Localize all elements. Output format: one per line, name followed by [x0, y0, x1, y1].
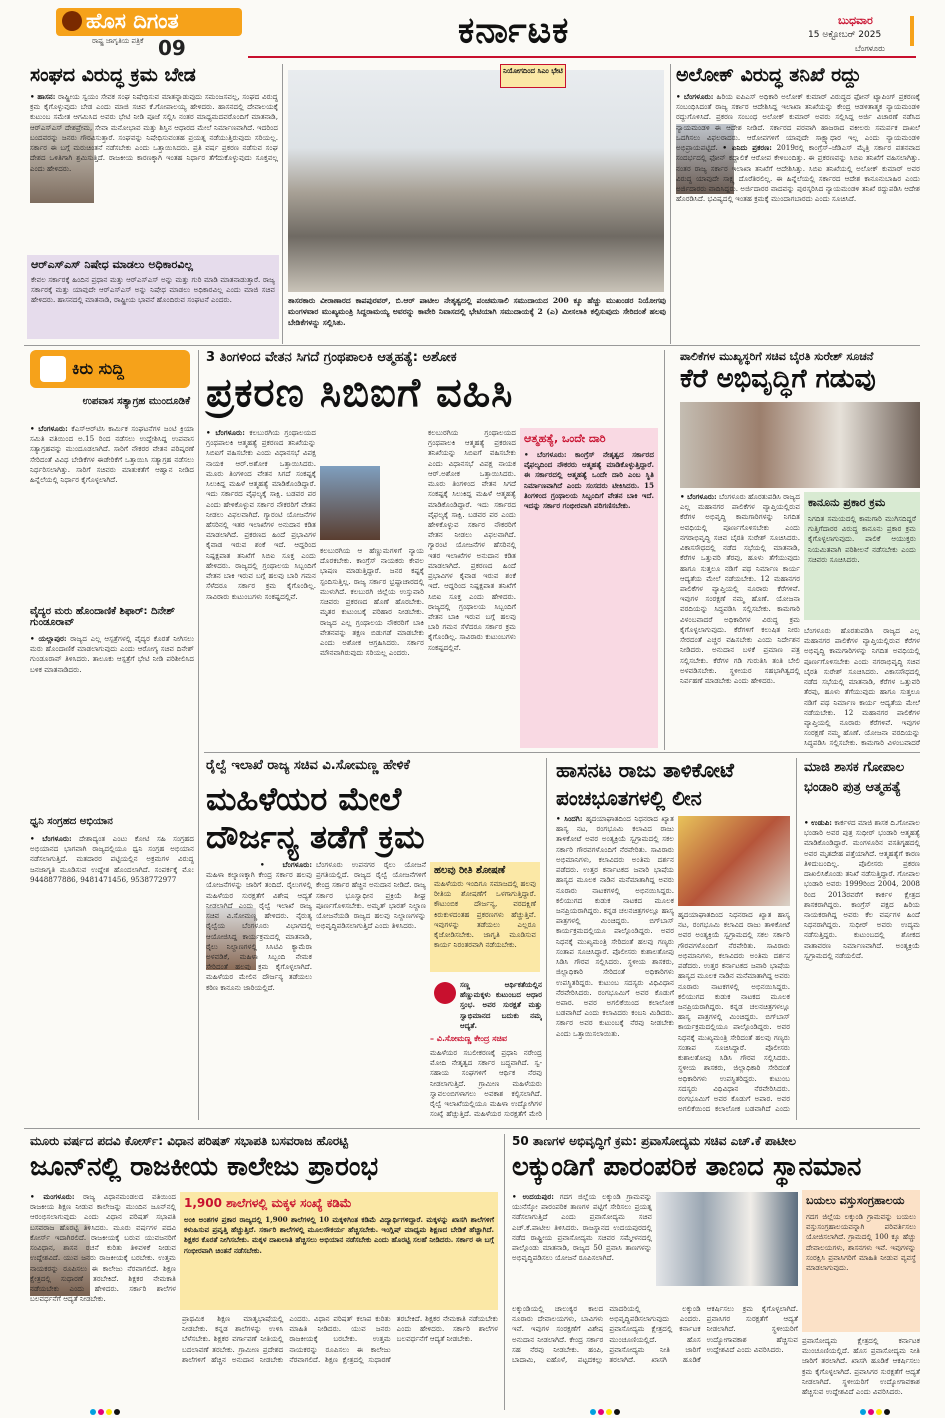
s10-kicker: 50 ತಾಣಗಳ ಅಭಿವೃದ್ಧಿಗೆ ಕ್ರಮ: ಪ್ರವಾಸೋದ್ಯಮ ಸಚಿವ ಎಚ್.ಕೆ ಪಾಟೀಲ: [512, 1134, 797, 1148]
s9-box-body: ಅಂಕಿ ಅಂಶಗಳ ಪ್ರಕಾರ ರಾಜ್ಯದಲ್ಲಿ 1,900 ಶಾಲೆಗಳಲ್ಲಿ 10 ಮಕ್ಕಳಿಗಿಂತ ಕಡಿಮೆ ವಿದ್ಯಾರ್ಥಿಗಳಿದ್ದಾರೆ. ಮಕ್ಕಳನ್ನು ಖಾಸಗಿ ಶಾಲೆಗಳಿಗೆ ಕಳುಹಿಸುವ ಪ್ರವೃತ್ತಿ ಹೆಚ್ಚುತ್ತಿದೆ. ಸರ್ಕಾರಿ ಶಾಲೆಗಳಲ್ಲಿ ಮೂಲಸೌಕರ್ಯ ಹೆಚ್ಚಿಸಬೇಕು. ಇಂಗ್ಲಿಷ್ ಮಾಧ್ಯಮ ಶಿಕ್ಷಣದ ಬೇಡಿಕೆ ಹೆಚ್ಚಾಗಿದೆ. ಶಿಕ್ಷಕರ ಕೊರತೆ ನೀಗಿಸಬೇಕು. ಮಕ್ಕಳ ದಾಖಲಾತಿ ಹೆಚ್ಚಿಸಲು ಅಭಿಯಾನ ನಡೆಸಬೇಕು ಎಂದು ಹೊರಟ್ಟಿ ಸಲಹೆ ನೀಡಿದರು. ಸರ್ಕಾರ ಈ ಬಗ್ಗೆ ಗಂಭೀರವಾಗಿ ಚಿಂತನೆ ನಡೆಸಬೇಕು.: [184, 1215, 494, 1255]
s7-body1: • ಸಿಂದಗಿ: ಹೃದಯಾಘಾತದಿಂದ ನಿಧನರಾದ ಖ್ಯಾತ ಹಾಸ್ಯ ನಟ, ರಂಗಭೂಮಿ ಕಲಾವಿದ ರಾಜು ತಾಳಿಕೋಟೆ ಅವರ ಅಂತ್ಯಕ್ರಿಯೆ ಸ್ವಗ್ರಾಮದಲ್ಲಿ ಸಕಲ ಸರ್ಕಾರಿ ಗೌರವಗಳೊಂದಿಗೆ ನೆರವೇರಿತು. ಸಾವಿರಾರು ಅಭಿಮಾನಿಗಳು, ಕಲಾವಿದರು ಅಂತಿಮ ದರ್ಶನ ಪಡೆದರು. ಉತ್ತರ ಕರ್ನಾಟಕದ ಜವಾರಿ ಭಾಷೆಯ ಹಾಸ್ಯದ ಮೂಲಕ ನಾಡಿನ ಮನೆಮಾತಾಗಿದ್ದ ಅವರು ನೂರಾರು ನಾಟಕಗಳಲ್ಲಿ ಅಭಿನಯಿಸಿದ್ದರು. ಕಲಿಯುಗದ ಕುಡುಕ ನಾಟಕದ ಮೂಲಕ ಜನಪ್ರಿಯರಾಗಿದ್ದರು. ಕನ್ನಡ ಚಲನಚಿತ್ರಗಳಲ್ಲೂ ಹಾಸ್ಯ ಪಾತ್ರಗಳಲ್ಲಿ ಮಿಂಚಿದ್ದರು. ಬಿಗ್‌ಬಾಸ್ ಕಾರ್ಯಕ್ರಮದಲ್ಲಿಯೂ ಪಾಲ್ಗೊಂಡಿದ್ದರು. ಅವರ ನಿಧನಕ್ಕೆ ಮುಖ್ಯಮಂತ್ರಿ ಸೇರಿದಂತೆ ಹಲವು ಗಣ್ಯರು ಸಂತಾಪ ಸೂಚಿಸಿದ್ದಾರೆ. ಪೊಲೀಸರು ಕುಶಾಲತೋಪು ಸಿಡಿಸಿ ಗೌರವ ಸಲ್ಲಿಸಿದರು. ಸ್ಥಳೀಯ ಶಾಸಕರು, ಜಿಲ್ಲಾಧಿಕಾರಿ ಸೇರಿದಂತೆ ಅಧಿಕಾರಿಗಳು ಉಪಸ್ಥಿತರಿದ್ದರು. ಕುಟುಂಬ ಸದಸ್ಯರು ವಿಧಿವಿಧಾನ ನೆರವೇರಿಸಿದರು. ರಂಗಭೂಮಿಗೆ ಅವರ ಕೊಡುಗೆ ಅಪಾರ. ಅವರ ಅಗಲಿಕೆಯಿಂದ ಕಲಾಲೋಕ ಬಡವಾಗಿದೆ ಎಂದು ಕಲಾವಿದರು ಕಂಬನಿ ಮಿಡಿದರು. ಸರ್ಕಾರ ಅವರ ಕುಟುಂಬಕ್ಕೆ ನೆರವು ನೀಡಬೇಕು ಎಂದು ಒತ್ತಾಯಿಸಲಾಯಿತು.: [556, 814, 674, 1038]
s6-box-title: ಹಲವು ರೀತಿ ಶೋಷಣೆ: [434, 865, 506, 876]
section-rule: [248, 56, 916, 58]
s10-box: [802, 1190, 920, 1332]
s10-conference-photo: [656, 1192, 798, 1286]
s6-body1: • ಬೆಂಗಳೂರು: ಮಹಿಳಾ ಕಲ್ಯಾಣಕ್ಕಾಗಿ ಕೇಂದ್ರ ಸರ್ಕಾರ ಹಲವು ಯೋಜನೆಗಳನ್ನು ಜಾರಿಗೆ ತಂದಿದೆ. ರೈಲುಗಳಲ್ಲಿ ಮಹಿಳೆಯರ ಸುರಕ್ಷತೆಗೆ ವಿಶೇಷ ಆದ್ಯತೆ ನೀಡಲಾಗಿದೆ ಎಂದು ರೈಲ್ವೆ ಇಲಾಖೆ ರಾಜ್ಯ ಸಚಿವ ವಿ.ಸೋಮಣ್ಣ ಹೇಳಿದರು. ನೈರುತ್ಯ ರೈಲ್ವೆಯ ಬೆಂಗಳೂರು ವಿಭಾಗದಲ್ಲಿ ಆಯೋಜಿಸಿದ್ದ ಕಾರ್ಯಕ್ರಮದಲ್ಲಿ ಮಾತನಾಡಿ, ರೈಲು ನಿಲ್ದಾಣಗಳಲ್ಲಿ ಸಿಸಿಟಿವಿ ಕ್ಯಾಮೆರಾ ಅಳವಡಿಕೆ, ಮಹಿಳಾ ಸಿಬ್ಬಂದಿ ನೇಮಕ ಸೇರಿದಂತೆ ಹಲವು ಕ್ರಮ ಕೈಗೊಳ್ಳಲಾಗಿದೆ. ಮಹಿಳೆಯರ ಮೇಲಿನ ದೌರ್ಜನ್ಯ ತಡೆಯಲು ಕಠಿಣ ಕಾನೂನು ಜಾರಿಯಲ್ಲಿದೆ.: [206, 860, 312, 992]
s4-kicker: 3 ತಿಂಗಳಿಂದ ವೇತನ ಸಿಗದೆ ಗ್ರಂಥಪಾಲಕಿ ಆತ್ಮಹತ್ಯೆ: ಅಶೋಕ: [206, 350, 457, 365]
s9-body3: ಪ್ರಾಥಮಿಕ ಶಿಕ್ಷಣ ಮಾತೃಭಾಷೆಯಲ್ಲಿ ನೀಡಬೇಕು. ಕನ್ನಡ ಶಾಲೆಗಳನ್ನು ಉಳಿಸಿ ಬೆಳೆಸಬೇಕು. ಶಿಕ್ಷಕರ ವರ್ಗಾವಣೆ ನೀತಿಯಲ್ಲಿ ಬದಲಾವಣೆ ತರಬೇಕು. ಗ್ರಾಮೀಣ ಪ್ರದೇಶದ ಶಾಲೆಗಳಿಗೆ ಹೆಚ್ಚಿನ ಅನುದಾನ ನೀಡಬೇಕು ಎಂದರು. ವಿಧಾನ ಪರಿಷತ್ ಕಲಾಪ ಕುರಿತು ಮಾಹಿತಿ ನೀಡಿದರು. ಯುವ ಜನರು ರಾಜಕೀಯಕ್ಕೆ ಬರಬೇಕು. ಉತ್ತಮ ನಾಯಕರನ್ನು ರೂಪಿಸಲು ಈ ಕಾಲೇಜು ನೆರವಾಗಲಿದೆ. ಶಿಕ್ಷಣ ಕ್ಷೇತ್ರದಲ್ಲಿ ಸುಧಾರಣೆ ತರಬೇಕಿದೆ. ಶಿಕ್ಷಕರ ನೇಮಕಾತಿ ನಡೆಯಬೇಕು ಎಂದು ಹೇಳಿದರು. ಸರ್ಕಾರಿ ಶಾಲೆಗಳ ಬಲವರ್ಧನೆಗೆ ಆದ್ಯತೆ ನೀಡಬೇಕು.: [182, 1314, 498, 1364]
s2-group-photo: [288, 70, 664, 292]
s1b-box: [27, 255, 279, 339]
s5-box: [804, 492, 920, 620]
s4-box-body: • ಬೆಂಗಳೂರು: ಕಾಂಗ್ರೆಸ್ ನೇತೃತ್ವದ ಸರ್ಕಾರದ ವೈಫಲ್ಯದಿಂದ ನೌಕರರು ಆತ್ಮಹತ್ಯೆ ಮಾಡಿಕೊಳ್ಳುತ್ತಿದ್ದಾರೆ. ಈ ಸರ್ಕಾರದಲ್ಲಿ ಆತ್ಮಹತ್ಯೆ ಒಂದೇ ದಾರಿ ಎಂಬ ಸ್ಥಿತಿ ನಿರ್ಮಾಣವಾಗಿದೆ ಎಂದು ಸಂಸದರು ಟೀಕಿಸಿದರು. 15 ತಿಂಗಳಿಂದ ಗ್ರಂಥಾಲಯ ಸಿಬ್ಬಂದಿಗೆ ವೇತನ ಬಾಕಿ ಇದೆ. ಇದನ್ನು ಸರ್ಕಾರ ಗಂಭೀರವಾಗಿ ಪರಿಗಣಿಸಬೇಕು.: [524, 450, 654, 511]
s10-body1: • ಉದಯಪುರ: ಗದಗ ಜಿಲ್ಲೆಯ ಲಕ್ಕುಂಡಿ ಗ್ರಾಮವನ್ನು ಯುನೆಸ್ಕೋ ಪಾರಂಪರಿಕ ತಾಣಗಳ ಪಟ್ಟಿಗೆ ಸೇರಿಸಲು ಪ್ರಯತ್ನ ನಡೆಸಲಾಗುತ್ತಿದೆ ಎಂದು ಪ್ರವಾಸೋದ್ಯಮ ಸಚಿವ ಎಚ್.ಕೆ.ಪಾಟೀಲ ತಿಳಿಸಿದರು. ರಾಜಸ್ಥಾನದ ಉದಯಪುರದಲ್ಲಿ ನಡೆದ ರಾಷ್ಟ್ರೀಯ ಪ್ರವಾಸೋದ್ಯಮ ಸಚಿವರ ಸಮ್ಮೇಳನದಲ್ಲಿ ಪಾಲ್ಗೊಂಡು ಮಾತನಾಡಿ, ರಾಜ್ಯದ 50 ಪ್ರವಾಸಿ ತಾಣಗಳನ್ನು ಅಭಿವೃದ್ಧಿಪಡಿಸಲು ಯೋಜನೆ ರೂಪಿಸಲಾಗಿದೆ.: [512, 1192, 652, 1263]
hand-icon: [40, 356, 66, 382]
issue-date: 15 ಅಕ್ಟೋಬರ್ 2025: [808, 30, 882, 40]
registration-marks-right: [860, 1409, 890, 1415]
s2-caption: ತಾಸರಕಾರು ವೀರಾಣಾರದ ಕಾಪಪುರವರ್, ಬಿ.ಆರ್ ಪಾಟೀಲ ನೇತೃತ್ವದಲ್ಲಿ ಪಂಚಮಸಾಲಿ ಸಮುದಾಯದ 200 ಕ್ಕೂ ಹೆಚ್ಚು ಮುಖಂಡರ ನಿಯೋಗವು ಮಂಗಳವಾರ ಮುಖ್ಯಮಂತ್ರಿ ಸಿದ್ದರಾಮಯ್ಯ ಅವರನ್ನು ಕಾವೇರಿ ನಿವಾಸದಲ್ಲಿ ಭೇಟಿಯಾಗಿ ಸಮುದಾಯಕ್ಕೆ 2 (ಎ) ಮೀಸಲಾತಿ ಕಲ್ಪಿಸುವುದು ಸೇರಿದಂತೆ ಹಲವು ಬೇಡಿಕೆಗಳನ್ನು ಸಲ್ಲಿಸಿತು.: [288, 296, 666, 327]
s4-body1b: ಕಲಬುರಗಿಯ ಆ ಹೆಣ್ಣುಮಗಳಿಗೆ ನ್ಯಾಯ ದೊರಕಬೇಕು. ಕಾಂಗ್ರೆಸ್ ನಾಯಕರು ಕೇವಲ ಭಾಷಣ ಮಾಡುತ್ತಿದ್ದಾರೆ. ಜನರ ಕಷ್ಟಕ್ಕೆ ಸ್ಪಂದಿಸುತ್ತಿಲ್ಲ. ರಾಜ್ಯ ಸರ್ಕಾರ ಭ್ರಷ್ಟಾಚಾರದಲ್ಲಿ ಮುಳುಗಿದೆ. ಕಲಬುರಗಿ ಜಿಲ್ಲೆಯ ಉಸ್ತುವಾರಿ ಸಚಿವರು ಪ್ರಕರಣದ ಹೊಣೆ ಹೊರಬೇಕು. ಮೃತರ ಕುಟುಂಬಕ್ಕೆ ಪರಿಹಾರ ನೀಡಬೇಕು. ರಾಜ್ಯದ ಎಲ್ಲ ಗ್ರಂಥಾಲಯ ನೌಕರರಿಗೆ ಬಾಕಿ ವೇತನವನ್ನು ತಕ್ಷಣ ಬಿಡುಗಡೆ ಮಾಡಬೇಕು ಎಂದು ಅಶೋಕ ಆಗ್ರಹಿಸಿದರು. ಸರ್ಕಾರ ಮೌನವಾಗಿರುವುದು ಸರಿಯಲ್ಲ ಎಂದರು.: [320, 546, 424, 658]
s10-box-title: ಬಯಲು ವಸ್ತುಸಂಗ್ರಹಾಲಯ: [806, 1194, 905, 1207]
corner-tab: [910, 16, 914, 46]
s5-headline: ಕೆರೆ ಅಭಿವೃದ್ಧಿಗೆ ಗಡುವು: [680, 364, 876, 394]
s1b-body: ಕೇವಲ ಸರ್ಕಾರಕ್ಕೆ ಹಿಂದಿನ ಪ್ರಧಾನ ಮತ್ತು ಆರ್‌ಎಸ್‌ಎಸ್ ಅನ್ನು ಮತ್ತು ಗುರಿ ಮಾಡಿ ಮಾತನಾಡುತ್ತಾರೆ. ರಾಜ್ಯ ಸರ್ಕಾರಕ್ಕೆ ಮತ್ತು ಯಾವುದೇ ಆರ್‌ಎಸ್‌ಎಸ್ ಅನ್ನು ನಿಷೇಧ ಮಾಡಲು ಅಧಿಕಾರವಿಲ್ಲ ಎಂದು ಮಾಜಿ ಸಚಿವ ಹೇಳಿದರು. ಹಾಸನದಲ್ಲಿ ಮಾತನಾಡಿ, ರಾಷ್ಟ್ರೀಯ ಭಾವನೆ ಹೊಂದಿರುವ ಸಂಘಟನೆ ಎಂದರು.: [31, 275, 275, 305]
s5-body2: ಬೆಂಗಳೂರು ಹೊರತುಪಡಿಸಿ ರಾಜ್ಯದ ಎಲ್ಲ ಮಹಾನಗರ ಪಾಲಿಕೆಗಳ ವ್ಯಾಪ್ತಿಯಲ್ಲಿರುವ ಕೆರೆಗಳ ಅಭಿವೃದ್ಧಿ ಕಾಮಗಾರಿಗಳನ್ನು ನಿಗದಿತ ಅವಧಿಯಲ್ಲಿ ಪೂರ್ಣಗೊಳಿಸಬೇಕು ಎಂದು ನಗರಾಭಿವೃದ್ಧಿ ಸಚಿವ ಬೈರತಿ ಸುರೇಶ್ ಸೂಚಿಸಿದರು. ವಿಕಾಸಸೌಧದಲ್ಲಿ ನಡೆದ ಸಭೆಯಲ್ಲಿ ಮಾತನಾಡಿ, ಕೆರೆಗಳ ಒತ್ತುವರಿ ತೆರವು, ಹೂಳು ತೆಗೆಯುವುದು ಹಾಗೂ ಸುತ್ತಲೂ ನಡಿಗೆ ಪಥ ನಿರ್ಮಾಣ ಕಾರ್ಯ ಆದ್ಯತೆಯ ಮೇಲೆ ನಡೆಯಬೇಕು. 12 ಮಹಾನಗರ ಪಾಲಿಕೆಗಳ ವ್ಯಾಪ್ತಿಯಲ್ಲಿ ನೂರಾರು ಕೆರೆಗಳಿವೆ. ಇವುಗಳ ಸಂರಕ್ಷಣೆ ನಮ್ಮ ಹೊಣೆ. ಯೋಜನಾ ವರದಿಯನ್ನು ಸಿದ್ಧಪಡಿಸಿ ಸಲ್ಲಿಸಬೇಕು. ಕಾಮಗಾರಿ ವಿಳಂಬವಾದರೆ: [804, 626, 920, 748]
kiru-n2-title: ವೈದ್ಯರ ಮರು ಹೊಂದಾಣಿಕೆ ಶಿಫಾರ್: ದಿನೇಶ್ ಗುಂಡೂರಾವ್: [30, 606, 175, 628]
s3-body: • ಬೆಂಗಳೂರು: ಹಿರಿಯ ಐಪಿಎಸ್ ಅಧಿಕಾರಿ ಅಲೋಕ್ ಕುಮಾರ್ ವಿರುದ್ಧದ ಫೋನ್ ಟ್ಯಾಪಿಂಗ್ ಪ್ರಕರಣಕ್ಕೆ ಸಂಬಂಧಿಸಿದಂತೆ ರಾಜ್ಯ ಸರ್ಕಾರ ಆದೇಶಿಸಿದ್ದ ಇಲಾಖಾ ತನಿಖೆಯನ್ನು ಕೇಂದ್ರ ಆಡಳಿತಾತ್ಮಕ ನ್ಯಾಯಮಂಡಳಿ ರದ್ದುಗೊಳಿಸಿದೆ. ಪ್ರಕರಣ ಸಂಬಂಧ ಅಲೋಕ್ ಕುಮಾರ್ ಅವರು ಸಲ್ಲಿಸಿದ್ದ ಅರ್ಜಿ ವಿಚಾರಣೆ ನಡೆಸಿದ ನ್ಯಾಯಮಂಡಳಿ ಈ ಆದೇಶ ನೀಡಿದೆ. ಸರ್ಕಾರದ ಪರವಾಗಿ ಹಾಜರಾದ ವಕೀಲರು ಸಮರ್ಪಕ ದಾಖಲೆ ಒದಗಿಸಲು ವಿಫಲರಾದರು. ಆರೋಪಗಳಿಗೆ ಯಾವುದೇ ಸಾಕ್ಷ್ಯಾಧಾರ ಇಲ್ಲ ಎಂದು ನ್ಯಾಯಮಂಡಳಿ ಅಭಿಪ್ರಾಯಪಟ್ಟಿದೆ. • ಏನಿದು ಪ್ರಕರಣ: 2019ರಲ್ಲಿ ಕಾಂಗ್ರೆಸ್–ಜೆಡಿಎಸ್ ಮೈತ್ರಿ ಸರ್ಕಾರ ಪತನವಾದ ಸಂದರ್ಭದಲ್ಲಿ ಫೋನ್ ಕದ್ದಾಲಿಕೆ ಆರೋಪ ಕೇಳಿಬಂದಿತ್ತು. ಈ ಪ್ರಕರಣವನ್ನು ಸಿಬಿಐ ತನಿಖೆಗೆ ವಹಿಸಲಾಗಿತ್ತು. ನಂತರ ರಾಜ್ಯ ಸರ್ಕಾರ ಇಲಾಖಾ ತನಿಖೆಗೆ ಆದೇಶಿಸಿತ್ತು. ಸಿಬಿಐ ತನಿಖೆಯಲ್ಲಿ ಅಲೋಕ್ ಕುಮಾರ್ ಅವರ ವಿರುದ್ಧ ಯಾವುದೇ ಸಾಕ್ಷ್ಯ ದೊರೆತಿರಲಿಲ್ಲ. ಈ ಹಿನ್ನೆಲೆಯಲ್ಲಿ ಸರ್ಕಾರದ ಆದೇಶ ಕಾನೂನುಬಾಹಿರ ಎಂದು ಅರ್ಜಿದಾರರು ವಾದಿಸಿದ್ದರು. ಅರ್ಜಿದಾರರ ವಾದವನ್ನು ಪುರಸ್ಕರಿಸಿದ ನ್ಯಾಯಮಂಡಳಿ ತನಿಖೆ ರದ್ದುಪಡಿಸಿ ಆದೇಶ ಹೊರಡಿಸಿದೆ. ಭವಿಷ್ಯದಲ್ಲಿ ಇಂತಹ ಕ್ರಮಕ್ಕೆ ಮುಂದಾಗಬಾರದು ಎಂದು ಸೂಚಿಸಿದೆ.: [676, 92, 920, 204]
logo-tagline: ರಾಷ್ಟ್ರ ಜಾಗೃತಿಯ ಪತ್ರಿಕೆ: [92, 37, 144, 45]
kiru-n1-body: • ಬೆಂಗಳೂರು: ಕೆಎಸ್‌ಆರ್‌ಟಿಸಿ ಕಾರ್ಮಿಕ ಸಂಘಟನೆಗಳ ಜಂಟಿ ಕ್ರಿಯಾ ಸಮಿತಿ ವತಿಯಿಂದ ಅ.15 ರಿಂದ ನಡೆಸಲು ಉದ್ದೇಶಿಸಿದ್ದ ಉಪವಾಸ ಸತ್ಯಾಗ್ರಹವನ್ನು ಮುಂದೂಡಲಾಗಿದೆ. ಸಾರಿಗೆ ನೌಕರರ ವೇತನ ಪರಿಷ್ಕರಣೆ ಸೇರಿದಂತೆ ವಿವಿಧ ಬೇಡಿಕೆಗಳ ಈಡೇರಿಕೆಗೆ ಒತ್ತಾಯಿಸಿ ಸತ್ಯಾಗ್ರಹ ನಡೆಸಲು ನಿರ್ಧರಿಸಲಾಗಿತ್ತು. ಸಾರಿಗೆ ಸಚಿವರು ಮಾತುಕತೆಗೆ ಆಹ್ವಾನ ನೀಡಿದ ಹಿನ್ನೆಲೆಯಲ್ಲಿ ನಿರ್ಧಾರ ಕೈಗೊಳ್ಳಲಾಗಿದೆ.: [30, 424, 194, 485]
s5-kicker: ಪಾಲಿಕೆಗಳ ಮುಖ್ಯಸ್ಥರಿಗೆ ಸಚಿವ ಬೈರತಿ ಸುರೇಶ್ ಸೂಚನೆ: [680, 350, 874, 363]
s6-box-body: ಮಹಿಳೆಯರು ಇಂದಿಗೂ ಸಮಾಜದಲ್ಲಿ ಹಲವು ರೀತಿಯ ಶೋಷಣೆಗೆ ಒಳಗಾಗುತ್ತಿದ್ದಾರೆ. ಕೌಟುಂಬಿಕ ದೌರ್ಜನ್ಯ, ವರದಕ್ಷಿಣೆ ಕಿರುಕುಳದಂತಹ ಪ್ರಕರಣಗಳು ಹೆಚ್ಚುತ್ತಿವೆ. ಇವುಗಳನ್ನು ತಡೆಯಲು ಎಲ್ಲರೂ ಕೈಜೋಡಿಸಬೇಕು. ಜಾಗೃತಿ ಮೂಡಿಸುವ ಕಾರ್ಯ ನಿರಂತರವಾಗಿ ನಡೆಯಬೇಕು.: [434, 879, 536, 950]
registration-marks-left: [90, 1409, 120, 1415]
s9-body1: • ಮಂಗಳೂರು: ರಾಜ್ಯ ವಿಧಾನಮಂಡಲದ ವತಿಯಿಂದ ರಾಜಕೀಯ ಶಿಕ್ಷಣ ನೀಡುವ ಕಾಲೇಜನ್ನು ಮುಂದಿನ ಜೂನ್‌ನಲ್ಲಿ ಆರಂಭಿಸಲಾಗುವುದು ಎಂದು ವಿಧಾನ ಪರಿಷತ್ ಸಭಾಪತಿ ಬಸವರಾಜ ಹೊರಟ್ಟಿ ತಿಳಿಸಿದರು. ಮೂರು ವರ್ಷಗಳ ಪದವಿ ಕೋರ್ಸ್ ಇದಾಗಿರಲಿದೆ. ರಾಜಕೀಯಕ್ಕೆ ಬರುವ ಯುವಜನರಿಗೆ ಸಂವಿಧಾನ, ಶಾಸನ ರಚನೆ ಕುರಿತು ತಿಳಿವಳಿಕೆ ನೀಡುವ ಉದ್ದೇಶವಿದೆ. ಯುವ ಜನರು ರಾಜಕೀಯಕ್ಕೆ ಬರಬೇಕು. ಉತ್ತಮ ನಾಯಕರನ್ನು ರೂಪಿಸಲು ಈ ಕಾಲೇಜು ನೆರವಾಗಲಿದೆ. ಶಿಕ್ಷಣ ಕ್ಷೇತ್ರದಲ್ಲಿ ಸುಧಾರಣೆ ತರಬೇಕಿದೆ. ಶಿಕ್ಷಕರ ನೇಮಕಾತಿ ನಡೆಯಬೇಕು ಎಂದು ಹೇಳಿದರು. ಸರ್ಕಾರಿ ಶಾಲೆಗಳ ಬಲವರ್ಧನೆಗೆ ಆದ್ಯತೆ ನೀಡಬೇಕು.: [30, 1192, 176, 1304]
s6-body2: ಬೆಂಗಳೂರು ಉಪನಗರ ರೈಲು ಯೋಜನೆ ಪ್ರಗತಿಯಲ್ಲಿದೆ. ರಾಜ್ಯದ ರೈಲ್ವೆ ಯೋಜನೆಗಳಿಗೆ ಕೇಂದ್ರ ಸರ್ಕಾರ ಹೆಚ್ಚಿನ ಅನುದಾನ ನೀಡಿದೆ. ರಾಜ್ಯ ಸರ್ಕಾರ ಭೂಸ್ವಾಧೀನ ಪ್ರಕ್ರಿಯೆ ಶೀಘ್ರ ಪೂರ್ಣಗೊಳಿಸಬೇಕು. ಅಮೃತ್ ಭಾರತ್ ನಿಲ್ದಾಣ ಯೋಜನೆಯಡಿ ರಾಜ್ಯದ ಹಲವು ನಿಲ್ದಾಣಗಳನ್ನು ಅಭಿವೃದ್ಧಿಪಡಿಸಲಾಗುತ್ತಿದೆ ಎಂದು ತಿಳಿಸಿದರು.: [316, 860, 426, 931]
s4-box-title: ಆತ್ಮಹತ್ಯೆ, ಒಂದೇ ದಾರಿ: [524, 432, 606, 445]
s4-body2: ಕಲಬುರಗಿಯ ಗ್ರಂಥಾಲಯದ ಗ್ರಂಥಪಾಲಕಿ ಆತ್ಮಹತ್ಯೆ ಪ್ರಕರಣದ ತನಿಖೆಯನ್ನು ಸಿಬಿಐಗೆ ವಹಿಸಬೇಕು ಎಂದು ವಿಧಾನಸಭೆ ವಿಪಕ್ಷ ನಾಯಕ ಆರ್.ಅಶೋಕ ಒತ್ತಾಯಿಸಿದರು. ಮೂರು ತಿಂಗಳಿಂದ ವೇತನ ಸಿಗದೆ ಸಂಕಷ್ಟಕ್ಕೆ ಸಿಲುಕಿದ್ದ ಮಹಿಳೆ ಆತ್ಮಹತ್ಯೆ ಮಾಡಿಕೊಂಡಿದ್ದಾರೆ. ಇದು ಸರ್ಕಾರದ ವೈಫಲ್ಯಕ್ಕೆ ಸಾಕ್ಷಿ. ಬಡವರ ಪರ ಎಂದು ಹೇಳಿಕೊಳ್ಳುವ ಸರ್ಕಾರ ನೌಕರರಿಗೆ ವೇತನ ನೀಡಲು ವಿಫಲವಾಗಿದೆ. ಗ್ಯಾರಂಟಿ ಯೋಜನೆಗಳ ಹೆಸರಿನಲ್ಲಿ ಇತರ ಇಲಾಖೆಗಳ ಅನುದಾನ ಕಡಿತ ಮಾಡಲಾಗಿದೆ. ಪ್ರಕರಣದ ಹಿಂದೆ ಪ್ರಭಾವಿಗಳ ಕೈವಾಡ ಇರುವ ಶಂಕೆ ಇದೆ. ಆದ್ದರಿಂದ ನಿಷ್ಪಕ್ಷಪಾತ ತನಿಖೆಗೆ ಸಿಬಿಐ ಸೂಕ್ತ ಎಂದು ಹೇಳಿದರು. ರಾಜ್ಯದಲ್ಲಿ ಗ್ರಂಥಾಲಯ ಸಿಬ್ಬಂದಿಗೆ ವೇತನ ಬಾಕಿ ಇರುವ ಬಗ್ಗೆ ಹಲವು ಬಾರಿ ಗಮನ ಸೆಳೆದರೂ ಸರ್ಕಾರ ಕ್ರಮ ಕೈಗೊಂಡಿಲ್ಲ. ಸಾವಿರಾರು ಕುಟುಂಬಗಳು ಸಂಕಷ್ಟದಲ್ಲಿವೆ.: [428, 428, 516, 652]
s7-headline-2: ಪಂಚಭೂತಗಳಲ್ಲಿ ಲೀನ: [556, 786, 702, 810]
s5-body: • ಬೆಂಗಳೂರು: ಬೆಂಗಳೂರು ಹೊರತುಪಡಿಸಿ ರಾಜ್ಯದ ಎಲ್ಲ ಮಹಾನಗರ ಪಾಲಿಕೆಗಳ ವ್ಯಾಪ್ತಿಯಲ್ಲಿರುವ ಕೆರೆಗಳ ಅಭಿವೃದ್ಧಿ ಕಾಮಗಾರಿಗಳನ್ನು ನಿಗದಿತ ಅವಧಿಯಲ್ಲಿ ಪೂರ್ಣಗೊಳಿಸಬೇಕು ಎಂದು ನಗರಾಭಿವೃದ್ಧಿ ಸಚಿವ ಬೈರತಿ ಸುರೇಶ್ ಸೂಚಿಸಿದರು. ವಿಕಾಸಸೌಧದಲ್ಲಿ ನಡೆದ ಸಭೆಯಲ್ಲಿ ಮಾತನಾಡಿ, ಕೆರೆಗಳ ಒತ್ತುವರಿ ತೆರವು, ಹೂಳು ತೆಗೆಯುವುದು ಹಾಗೂ ಸುತ್ತಲೂ ನಡಿಗೆ ಪಥ ನಿರ್ಮಾಣ ಕಾರ್ಯ ಆದ್ಯತೆಯ ಮೇಲೆ ನಡೆಯಬೇಕು. 12 ಮಹಾನಗರ ಪಾಲಿಕೆಗಳ ವ್ಯಾಪ್ತಿಯಲ್ಲಿ ನೂರಾರು ಕೆರೆಗಳಿವೆ. ಇವುಗಳ ಸಂರಕ್ಷಣೆ ನಮ್ಮ ಹೊಣೆ. ಯೋಜನಾ ವರದಿಯನ್ನು ಸಿದ್ಧಪಡಿಸಿ ಸಲ್ಲಿಸಬೇಕು. ಕಾಮಗಾರಿ ವಿಳಂಬವಾದರೆ ಅಧಿಕಾರಿಗಳ ವಿರುದ್ಧ ಕ್ರಮ ಕೈಗೊಳ್ಳಲಾಗುವುದು. ಕೆರೆಗಳಿಗೆ ಕಲುಷಿತ ನೀರು ಸೇರದಂತೆ ಎಚ್ಚರ ವಹಿಸಬೇಕು ಎಂದು ನಿರ್ದೇಶನ ನೀಡಿದರು. ಅನುದಾನ ಬಳಕೆ ಪ್ರಮಾಣ ಪತ್ರ ಸಲ್ಲಿಸಬೇಕು. ಕೆರೆಗಳ ಗಡಿ ಗುರುತಿಸಿ ತಂತಿ ಬೇಲಿ ಅಳವಡಿಸಬೇಕು. ಸ್ಥಳೀಯರ ಸಹಭಾಗಿತ್ವದಲ್ಲಿ ನಿರ್ವಹಣೆ ಮಾಡಬೇಕು ಎಂದು ಹೇಳಿದರು.: [680, 492, 800, 685]
s6-quote-mark-icon: [434, 982, 456, 1004]
s7-funeral-photo: [678, 816, 790, 906]
s8-body: • ಉಡುಪಿ: ಕಾರ್ಕಳದ ಮಾಜಿ ಶಾಸಕ ದಿ.ಗೋಪಾಲ ಭಂಡಾರಿ ಅವರ ಪುತ್ರ ಸುಧೀರ್ ಭಂಡಾರಿ ಆತ್ಮಹತ್ಯೆ ಮಾಡಿಕೊಂಡಿದ್ದಾರೆ. ಮಂಗಳೂರಿನ ವಸತಿಗೃಹದಲ್ಲಿ ಅವರ ಮೃತದೇಹ ಪತ್ತೆಯಾಗಿದೆ. ಆತ್ಮಹತ್ಯೆಗೆ ಕಾರಣ ತಿಳಿದುಬಂದಿಲ್ಲ. ಪೊಲೀಸರು ಪ್ರಕರಣ ದಾಖಲಿಸಿಕೊಂಡು ತನಿಖೆ ನಡೆಸುತ್ತಿದ್ದಾರೆ. ಗೋಪಾಲ ಭಂಡಾರಿ ಅವರು 1999ರಿಂದ 2004, 2008 ರಿಂದ 2013ರವರೆಗೆ ಕಾರ್ಕಳ ಕ್ಷೇತ್ರದ ಶಾಸಕರಾಗಿದ್ದರು. ಕಾಂಗ್ರೆಸ್ ಪಕ್ಷದ ಹಿರಿಯ ನಾಯಕರಾಗಿದ್ದ ಅವರು ಕೆಲ ವರ್ಷಗಳ ಹಿಂದೆ ನಿಧನರಾಗಿದ್ದರು. ಸುಧೀರ್ ಅವರು ಉದ್ಯಮ ನಡೆಸುತ್ತಿದ್ದರು. ಕುಟುಂಬದಲ್ಲಿ ಶೋಕದ ವಾತಾವರಣ ನಿರ್ಮಾಣವಾಗಿದೆ. ಅಂತ್ಯಕ್ರಿಯೆ ಸ್ವಗ್ರಾಮದಲ್ಲಿ ನಡೆಯಲಿದೆ.: [804, 818, 920, 960]
kiru-n3-body: • ಬೆಂಗಳೂರು: ದೇಶಾದ್ಯಂತ ಎಂಟು ಕೋಟಿ ಸಹಿ ಸಂಗ್ರಹದ ಅಭಿಯಾನದ ಭಾಗವಾಗಿ ರಾಜ್ಯದಲ್ಲಿಯೂ ಧ್ವನಿ ಸಂಗ್ರಹ ಅಭಿಯಾನ ನಡೆಸಲಾಗುತ್ತಿದೆ. ಮತದಾರರ ಪಟ್ಟಿಯಲ್ಲಿನ ಅಕ್ರಮಗಳ ವಿರುದ್ಧ ಜನಜಾಗೃತಿ ಮೂಡಿಸುವ ಉದ್ದೇಶ ಹೊಂದಲಾಗಿದೆ. ಸಂಪರ್ಕಕ್ಕೆ ಮೊ: 9448877886, 9481471456, 9538772977: [30, 834, 194, 884]
s4-portrait: [320, 466, 380, 540]
s4-body1: • ಬೆಂಗಳೂರು: ಕಲಬುರಗಿಯ ಗ್ರಂಥಾಲಯದ ಗ್ರಂಥಪಾಲಕಿ ಆತ್ಮಹತ್ಯೆ ಪ್ರಕರಣದ ತನಿಖೆಯನ್ನು ಸಿಬಿಐಗೆ ವಹಿಸಬೇಕು ಎಂದು ವಿಧಾನಸಭೆ ವಿಪಕ್ಷ ನಾಯಕ ಆರ್.ಅಶೋಕ ಒತ್ತಾಯಿಸಿದರು. ಮೂರು ತಿಂಗಳಿಂದ ವೇತನ ಸಿಗದೆ ಸಂಕಷ್ಟಕ್ಕೆ ಸಿಲುಕಿದ್ದ ಮಹಿಳೆ ಆತ್ಮಹತ್ಯೆ ಮಾಡಿಕೊಂಡಿದ್ದಾರೆ. ಇದು ಸರ್ಕಾರದ ವೈಫಲ್ಯಕ್ಕೆ ಸಾಕ್ಷಿ. ಬಡವರ ಪರ ಎಂದು ಹೇಳಿಕೊಳ್ಳುವ ಸರ್ಕಾರ ನೌಕರರಿಗೆ ವೇತನ ನೀಡಲು ವಿಫಲವಾಗಿದೆ. ಗ್ಯಾರಂಟಿ ಯೋಜನೆಗಳ ಹೆಸರಿನಲ್ಲಿ ಇತರ ಇಲಾಖೆಗಳ ಅನುದಾನ ಕಡಿತ ಮಾಡಲಾಗಿದೆ. ಪ್ರಕರಣದ ಹಿಂದೆ ಪ್ರಭಾವಿಗಳ ಕೈವಾಡ ಇರುವ ಶಂಕೆ ಇದೆ. ಆದ್ದರಿಂದ ನಿಷ್ಪಕ್ಷಪಾತ ತನಿಖೆಗೆ ಸಿಬಿಐ ಸೂಕ್ತ ಎಂದು ಹೇಳಿದರು. ರಾಜ್ಯದಲ್ಲಿ ಗ್ರಂಥಾಲಯ ಸಿಬ್ಬಂದಿಗೆ ವೇತನ ಬಾಕಿ ಇರುವ ಬಗ್ಗೆ ಹಲವು ಬಾರಿ ಗಮನ ಸೆಳೆದರೂ ಸರ್ಕಾರ ಕ್ರಮ ಕೈಗೊಂಡಿಲ್ಲ. ಸಾವಿರಾರು ಕುಟುಂಬಗಳು ಸಂಕಷ್ಟದಲ್ಲಿವೆ.: [206, 428, 316, 601]
s9-headline: ಜೂನ್‌ನಲ್ಲಿ ರಾಜಕೀಯ ಕಾಲೇಜು ಪ್ರಾರಂಭ: [30, 1152, 379, 1182]
issue-day: ಬುಧವಾರ: [838, 14, 873, 27]
logo-text: ಹೊಸ ದಿಗಂತ: [86, 9, 179, 33]
s5-box-body: ನಿಗದಿತ ಸಮಯದಲ್ಲಿ ಕಾಮಗಾರಿ ಮುಗಿಸದಿದ್ದರೆ ಗುತ್ತಿಗೆದಾರರ ವಿರುದ್ಧ ಕಾನೂನು ಪ್ರಕಾರ ಕ್ರಮ ಕೈಗೊಳ್ಳಲಾಗುವುದು. ಪಾಲಿಕೆ ಆಯುಕ್ತರು ನಿಯಮಿತವಾಗಿ ಪರಿಶೀಲನೆ ನಡೆಸಬೇಕು ಎಂದು ಸಚಿವರು ಸೂಚಿಸಿದರು.: [808, 514, 916, 564]
s9-box: [180, 1192, 498, 1310]
s4-box: [520, 428, 658, 748]
s1-body: • ಹಾಸನ: ರಾಷ್ಟ್ರೀಯ ಸ್ವಯಂ ಸೇವಕ ಸಂಘ ನಿಷೇಧಿಸುವ ಮಾತನ್ನಾಡುವುದು ಸಮಂಜಸವಲ್ಲ, ಸಂಘದ ವಿರುದ್ಧ ಕ್ರಮ ಕೈಗೊಳ್ಳುವುದು ಬೇಡ ಎಂದು ಮಾಜಿ ಸಚಿವ ಕೆ.ಗೋಪಾಲಯ್ಯ ಹೇಳಿದರು. ಹಾಸನದಲ್ಲಿ ದೇವಾಲಯಕ್ಕೆ ಕುಟುಂಬ ಸಮೇತ ಆಗಮಿಸಿದ ಅವರು ಭೇಟಿ ನೀಡಿ ಪೂಜೆ ಸಲ್ಲಿಸಿ ನಂತರ ಮಾಧ್ಯಮದವರೊಂದಿಗೆ ಮಾತನಾಡಿ, ಆರ್‌ಎಸ್‌ಎಸ್ ದೇಶಪ್ರೇಮ, ಸೇವಾ ಮನೋಭಾವ ಮತ್ತು ಶಿಸ್ತಿನ ಆಧಾರದ ಮೇಲೆ ನಿರ್ಮಾಣವಾಗಿದೆ. ಇದರಿಂದ ಬಂದವರನ್ನು ಜನರು ಗೌರವಿಸುತ್ತಾರೆ. ಸಂಘವನ್ನು ನಿಷೇಧಿಸುವಂತಹ ಪ್ರಯತ್ನ ನಡೆಯುತ್ತಿರುವುದು ಸರಿಯಲ್ಲ. ಸರ್ಕಾರ ಈ ಬಗ್ಗೆ ಮರುಚಿಂತನೆ ನಡೆಸಬೇಕು ಎಂದು ಒತ್ತಾಯಿಸಿದರು. ಪ್ರತಿ ವರ್ಷ ಪ್ರಕರಣ ನಡೆಸುವ ಸಂಘ ದೇಶದ ಒಳಿತಿಗಾಗಿ ಶ್ರಮಿಸುತ್ತಿದೆ. ರಾಜಕೀಯ ಕಾರಣಕ್ಕಾಗಿ ಇಂತಹ ನಿರ್ಧಾರ ತೆಗೆದುಕೊಳ್ಳುವುದು ಸೂಕ್ತವಲ್ಲ ಎಂದು ಹೇಳಿದರು.: [30, 92, 278, 173]
s9-kicker: ಮೂರು ವರ್ಷದ ಪದವಿ ಕೋರ್ಸ್: ವಿಧಾನ ಪರಿಷತ್ ಸಭಾಪತಿ ಬಸವರಾಜ ಹೊರಟ್ಟಿ: [30, 1134, 348, 1148]
kiru-logo-text: ಕಿರು ಸುದ್ದಿ: [72, 359, 124, 378]
s1b-title: ಆರ್‌ಎಸ್‌ಎಸ್ ನಿಷೇಧ ಮಾಡಲು ಅಧಿಕಾರವಿಲ್ಲ: [31, 258, 193, 271]
issue-city: ಬೆಂಗಳೂರು: [855, 44, 885, 53]
s6-box: [430, 862, 540, 972]
s6-quote: ಸಣ್ಣ ಆರ್ಥಿಕತೆಯಲ್ಲಿನ ಹೆಣ್ಣುಮಕ್ಕಳು ಕುಟುಂಬದ ಆಧಾರ ಸ್ತಂಭ. ಅವರ ಸುರಕ್ಷತೆ ಮತ್ತು ಸ್ವಾಭಿಮಾನದ ಬದುಕು ನಮ್ಮ ಆದ್ಯತೆ.: [460, 980, 542, 1030]
s2-badge-text: ನಿಯೋಗದಿಂದ ಸಿಎಂ ಭೇಟಿ: [503, 67, 563, 75]
kiru-n2-body: • ಯಲ್ಲಾಪುರ: ರಾಜ್ಯದ ಎಲ್ಲ ಆಸ್ಪತ್ರೆಗಳಲ್ಲಿ ವೈದ್ಯರ ಕೊರತೆ ನೀಗಿಸಲು ಮರು ಹೊಂದಾಣಿಕೆ ಮಾಡಲಾಗುವುದು ಎಂದು ಆರೋಗ್ಯ ಸಚಿವ ದಿನೇಶ್ ಗುಂಡೂರಾವ್ ತಿಳಿಸಿದರು. ತಾಲೂಕು ಆಸ್ಪತ್ರೆಗೆ ಭೇಟಿ ನೀಡಿ ಪರಿಶೀಲಿಸಿದ ಬಳಿಕ ಮಾತನಾಡಿದರು.: [30, 634, 194, 674]
s7-headline-1: ಹಾಸನಟ ರಾಜು ತಾಳಿಕೋಟೆ: [556, 758, 734, 782]
s9-box-title: 1,900 ಶಾಲೆಗಳಲ್ಲಿ ಮಕ್ಕಳ ಸಂಖ್ಯೆ ಕಡಿಮೆ: [184, 1196, 352, 1210]
s8-headline: ಮಾಜಿ ಶಾಸಕ ಗೋಪಾಲ ಭಂಡಾರಿ ಪುತ್ರ ಆತ್ಮಹತ್ಯೆ: [804, 760, 905, 795]
s10-body3: ಪ್ರವಾಸೋದ್ಯಮ ಕ್ಷೇತ್ರದಲ್ಲಿ ಕರ್ನಾಟಕ ಮುಂಚೂಣಿಯಲ್ಲಿದೆ. ಹೊಸ ಪ್ರವಾಸೋದ್ಯಮ ನೀತಿ ಜಾರಿಗೆ ತರಲಾಗಿದೆ. ಖಾಸಗಿ ಹೂಡಿಕೆ ಆಕರ್ಷಿಸಲು ಕ್ರಮ ಕೈಗೊಳ್ಳಲಾಗಿದೆ. ಪ್ರವಾಸಿಗರ ಸುರಕ್ಷತೆಗೆ ಆದ್ಯತೆ ನೀಡಲಾಗಿದೆ. ಸ್ಥಳೀಯರಿಗೆ ಉದ್ಯೋಗಾವಕಾಶ ಹೆಚ್ಚಿಸುವ ಉದ್ದೇಶವಿದೆ ಎಂದು ವಿವರಿಸಿದರು.: [802, 1336, 920, 1397]
s3-headline: ಅಲೋಕ್ ವಿರುದ್ಧ ತನಿಖೆ ರದ್ದು: [676, 64, 862, 86]
logo-lamp-icon: [62, 11, 82, 31]
registration-marks-center: [590, 1409, 620, 1415]
s6-kicker: ರೈಲ್ವೆ ಇಲಾಖೆ ರಾಜ್ಯ ಸಚಿವ ವಿ.ಸೋಮಣ್ಣ ಹೇಳಿಕೆ: [206, 758, 410, 773]
s6-quote-attrib: – ವಿ.ಸೋಮಣ್ಣ ಕೇಂದ್ರ ಸಚಿವ: [430, 1034, 507, 1043]
s1-headline: ಸಂಘದ ವಿರುದ್ಧ ಕ್ರಮ ಬೇಡ: [30, 64, 196, 86]
s10-box-body: ಗದಗ ಜಿಲ್ಲೆಯ ಲಕ್ಕುಂಡಿ ಗ್ರಾಮವನ್ನು ಬಯಲು ವಸ್ತುಸಂಗ್ರಹಾಲಯವನ್ನಾಗಿ ಪರಿವರ್ತಿಸಲು ಯೋಜಿಸಲಾಗಿದೆ. ಗ್ರಾಮದಲ್ಲಿ 100 ಕ್ಕೂ ಹೆಚ್ಚು ದೇವಾಲಯಗಳು, ಶಾಸನಗಳು ಇವೆ. ಇವುಗಳನ್ನು ಸಂರಕ್ಷಿಸಿ ಪ್ರವಾಸಿಗರಿಗೆ ಮಾಹಿತಿ ನೀಡುವ ವ್ಯವಸ್ಥೆ ಮಾಡಲಾಗುವುದು.: [806, 1212, 916, 1273]
s10-headline: ಲಕ್ಕುಂಡಿಗೆ ಪಾರಂಪರಿಕ ತಾಣದ ಸ್ಥಾನಮಾನ: [512, 1152, 862, 1182]
s6-headline-1: ಮಹಿಳೆಯರ ಮೇಲೆ: [206, 780, 402, 818]
kiru-n3-title: ಧ್ವನಿ ಸಂಗ್ರಹದ ಅಭಿಯಾನ: [30, 816, 113, 827]
s5-box-title: ಕಾನೂನು ಪ್ರಕಾರ ಕ್ರಮ: [808, 496, 886, 509]
page-number: 09: [158, 36, 186, 60]
s10-body2: ಲಕ್ಕುಂಡಿಯಲ್ಲಿ ಚಾಲುಕ್ಯರ ಕಾಲದ ನೂರಾರು ದೇವಾಲಯಗಳು, ಬಾವಿಗಳು ಇವೆ. ಇವುಗಳ ಸಂರಕ್ಷಣೆಗೆ ವಿಶೇಷ ಅನುದಾನ ನೀಡಲಾಗಿದೆ. ಕೇಂದ್ರ ಸರ್ಕಾರ ಸಹ ನೆರವು ನೀಡಬೇಕು. ಹಂಪಿ, ಬಾದಾಮಿ, ಐಹೊಳೆ, ಪಟ್ಟದಕಲ್ಲು ಮಾದರಿಯಲ್ಲಿ ಲಕ್ಕುಂಡಿ ಅಭಿವೃದ್ಧಿಪಡಿಸಲಾಗುವುದು ಎಂದರು. ಪ್ರವಾಸೋದ್ಯಮ ಕ್ಷೇತ್ರದಲ್ಲಿ ಕರ್ನಾಟಕ ಮುಂಚೂಣಿಯಲ್ಲಿದೆ. ಹೊಸ ಪ್ರವಾಸೋದ್ಯಮ ನೀತಿ ಜಾರಿಗೆ ತರಲಾಗಿದೆ. ಖಾಸಗಿ ಹೂಡಿಕೆ ಆಕರ್ಷಿಸಲು ಕ್ರಮ ಕೈಗೊಳ್ಳಲಾಗಿದೆ. ಪ್ರವಾಸಿಗರ ಸುರಕ್ಷತೆಗೆ ಆದ್ಯತೆ ನೀಡಲಾಗಿದೆ. ಸ್ಥಳೀಯರಿಗೆ ಉದ್ಯೋಗಾವಕಾಶ ಹೆಚ್ಚಿಸುವ ಉದ್ದೇಶವಿದೆ ಎಂದು ವಿವರಿಸಿದರು.: [512, 1304, 798, 1365]
s5-meeting-photo: [680, 402, 920, 488]
s6-headline-2: ದೌರ್ಜನ್ಯ ತಡೆಗೆ ಕ್ರಮ: [206, 818, 425, 856]
section-title: ಕರ್ನಾಟಕ: [458, 10, 570, 51]
s4-headline: ಪ್ರಕರಣ ಸಿಬಿಐಗೆ ವಹಿಸಿ: [206, 370, 514, 416]
s7-body2: ಹೃದಯಾಘಾತದಿಂದ ನಿಧನರಾದ ಖ್ಯಾತ ಹಾಸ್ಯ ನಟ, ರಂಗಭೂಮಿ ಕಲಾವಿದ ರಾಜು ತಾಳಿಕೋಟೆ ಅವರ ಅಂತ್ಯಕ್ರಿಯೆ ಸ್ವಗ್ರಾಮದಲ್ಲಿ ಸಕಲ ಸರ್ಕಾರಿ ಗೌರವಗಳೊಂದಿಗೆ ನೆರವೇರಿತು. ಸಾವಿರಾರು ಅಭಿಮಾನಿಗಳು, ಕಲಾವಿದರು ಅಂತಿಮ ದರ್ಶನ ಪಡೆದರು. ಉತ್ತರ ಕರ್ನಾಟಕದ ಜವಾರಿ ಭಾಷೆಯ ಹಾಸ್ಯದ ಮೂಲಕ ನಾಡಿನ ಮನೆಮಾತಾಗಿದ್ದ ಅವರು ನೂರಾರು ನಾಟಕಗಳಲ್ಲಿ ಅಭಿನಯಿಸಿದ್ದರು. ಕಲಿಯುಗದ ಕುಡುಕ ನಾಟಕದ ಮೂಲಕ ಜನಪ್ರಿಯರಾಗಿದ್ದರು. ಕನ್ನಡ ಚಲನಚಿತ್ರಗಳಲ್ಲೂ ಹಾಸ್ಯ ಪಾತ್ರಗಳಲ್ಲಿ ಮಿಂಚಿದ್ದರು. ಬಿಗ್‌ಬಾಸ್ ಕಾರ್ಯಕ್ರಮದಲ್ಲಿಯೂ ಪಾಲ್ಗೊಂಡಿದ್ದರು. ಅವರ ನಿಧನಕ್ಕೆ ಮುಖ್ಯಮಂತ್ರಿ ಸೇರಿದಂತೆ ಹಲವು ಗಣ್ಯರು ಸಂತಾಪ ಸೂಚಿಸಿದ್ದಾರೆ. ಪೊಲೀಸರು ಕುಶಾಲತೋಪು ಸಿಡಿಸಿ ಗೌರವ ಸಲ್ಲಿಸಿದರು. ಸ್ಥಳೀಯ ಶಾಸಕರು, ಜಿಲ್ಲಾಧಿಕಾರಿ ಸೇರಿದಂತೆ ಅಧಿಕಾರಿಗಳು ಉಪಸ್ಥಿತರಿದ್ದರು. ಕುಟುಂಬ ಸದಸ್ಯರು ವಿಧಿವಿಧಾನ ನೆರವೇರಿಸಿದರು. ರಂಗಭೂಮಿಗೆ ಅವರ ಕೊಡುಗೆ ಅಪಾರ. ಅವರ ಅಗಲಿಕೆಯಿಂದ ಕಲಾಲೋಕ ಬಡವಾಗಿದೆ ಎಂದು: [678, 910, 790, 1114]
s6-body3: ಮಹಿಳೆಯರ ಸಬಲೀಕರಣಕ್ಕೆ ಪ್ರಧಾನಿ ನರೇಂದ್ರ ಮೋದಿ ನೇತೃತ್ವದ ಸರ್ಕಾರ ಬದ್ಧವಾಗಿದೆ. ಸ್ವ-ಸಹಾಯ ಸಂಘಗಳಿಗೆ ಆರ್ಥಿಕ ನೆರವು ನೀಡಲಾಗುತ್ತಿದೆ. ಗ್ರಾಮೀಣ ಮಹಿಳೆಯರು ಸ್ವಾವಲಂಬಿಗಳಾಗಲು ಅವಕಾಶ ಕಲ್ಪಿಸಲಾಗಿದೆ. ರೈಲ್ವೆ ಇಲಾಖೆಯಲ್ಲಿಯೂ ಮಹಿಳಾ ಉದ್ಯೋಗಿಗಳ ಸಂಖ್ಯೆ ಹೆಚ್ಚುತ್ತಿದೆ. ಮಹಿಳೆಯರ ಸುರಕ್ಷತೆಗೆ ಮೇರಿ: [430, 1048, 542, 1118]
masthead: [0, 0, 945, 62]
kiru-n1-title: ಉಪವಾಸ ಸತ್ಯಾಗ್ರಹ ಮುಂದೂಡಿಕೆ: [82, 396, 190, 407]
